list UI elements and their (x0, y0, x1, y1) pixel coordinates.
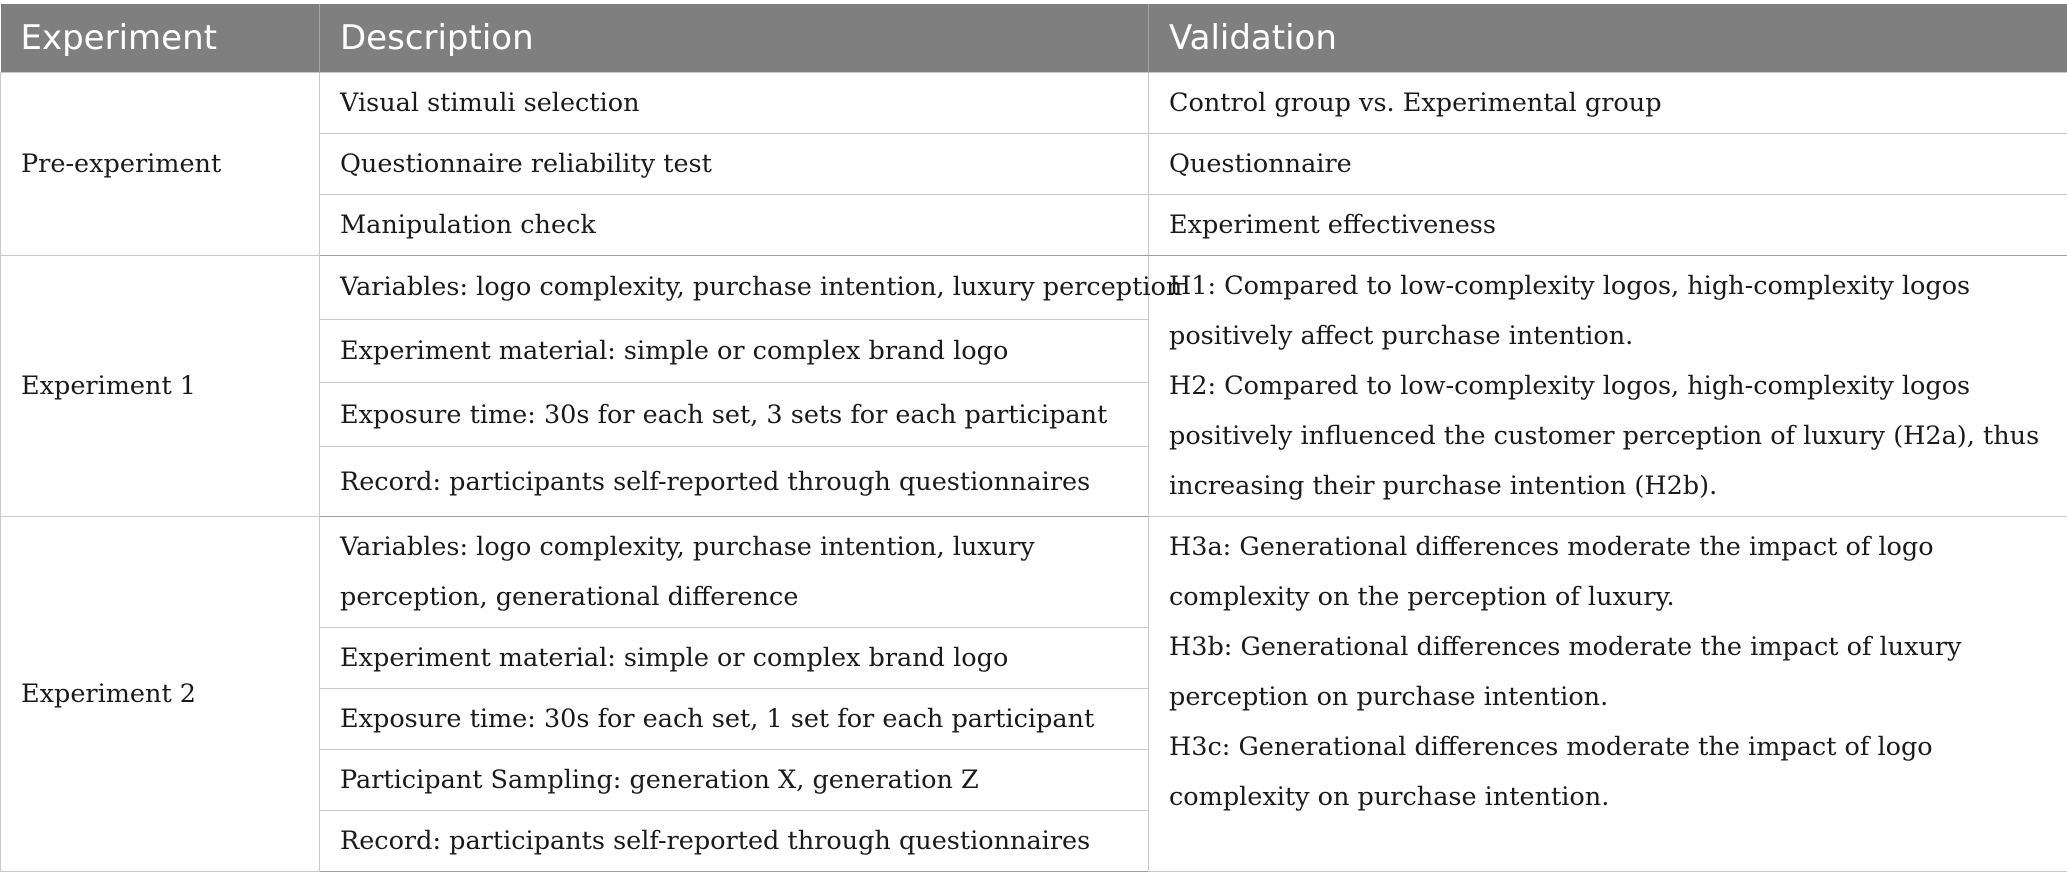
hypothesis-h3a: H3a: Generational differences moderate the impact of logo complexity on the perception of luxury. (1169, 532, 1934, 612)
description-cell: Experiment material: simple or complex brand logo (320, 319, 1149, 383)
description-cell: Experiment material: simple or complex brand logo (320, 628, 1149, 689)
description-cell: Exposure time: 30s for each set, 3 sets for each participant (320, 383, 1149, 447)
validation-cell: Questionnaire (1149, 134, 2067, 195)
experiment-design-table (0, 4, 2067, 872)
hypothesis-h3c: H3c: Generational differences moderate the impact of logo complexity on purchase intention. (1169, 732, 1933, 812)
header-description: Description (320, 4, 1149, 73)
description-cell: Variables: logo complexity, purchase intention, luxury perception, generational difference (320, 517, 1149, 628)
hypothesis-h3b: H3b: Generational differences moderate the impact of luxury perception on purchase intention. (1169, 632, 1962, 712)
experiment-cell-pre: Pre-experiment (1, 73, 320, 256)
description-cell: Visual stimuli selection (320, 73, 1149, 134)
header-experiment: Experiment (1, 4, 320, 73)
description-cell: Record: participants self-reported through questionnaires (320, 447, 1149, 517)
validation-cell-hypotheses-2 (1149, 517, 2067, 872)
experiment-cell-2: Experiment 2 (1, 517, 320, 872)
table-row (1, 517, 2067, 628)
header-validation: Validation (1149, 4, 2067, 73)
table-row (1, 73, 2067, 134)
description-cell: Questionnaire reliability test (320, 134, 1149, 195)
experiment-cell-1: Experiment 1 (1, 256, 320, 517)
hypothesis-h2: H2: Compared to low-complexity logos, high-complexity logos positively influenced the customer perception of luxury (H2a), thus increasing their purchase intention (H2b). (1169, 371, 2040, 501)
description-cell: Manipulation check (320, 195, 1149, 256)
description-cell: Variables: logo complexity, purchase intention, luxury perception (320, 256, 1149, 320)
validation-cell: Control group vs. Experimental group (1149, 73, 2067, 134)
experiment-table-container (0, 4, 2067, 872)
table-row (1, 256, 2067, 320)
table-body (1, 73, 2067, 872)
header-row (1, 4, 2067, 73)
validation-cell: Experiment effectiveness (1149, 195, 2067, 256)
hypothesis-h1: H1: Compared to low-complexity logos, high-complexity logos positively affect purchase intention. (1169, 271, 1971, 351)
description-cell: Exposure time: 30s for each set, 1 set for each participant (320, 689, 1149, 750)
table-header (1, 4, 2067, 73)
description-cell: Participant Sampling: generation X, generation Z (320, 750, 1149, 811)
description-cell: Record: participants self-reported through questionnaires (320, 811, 1149, 872)
validation-cell-hypotheses-1 (1149, 256, 2067, 517)
